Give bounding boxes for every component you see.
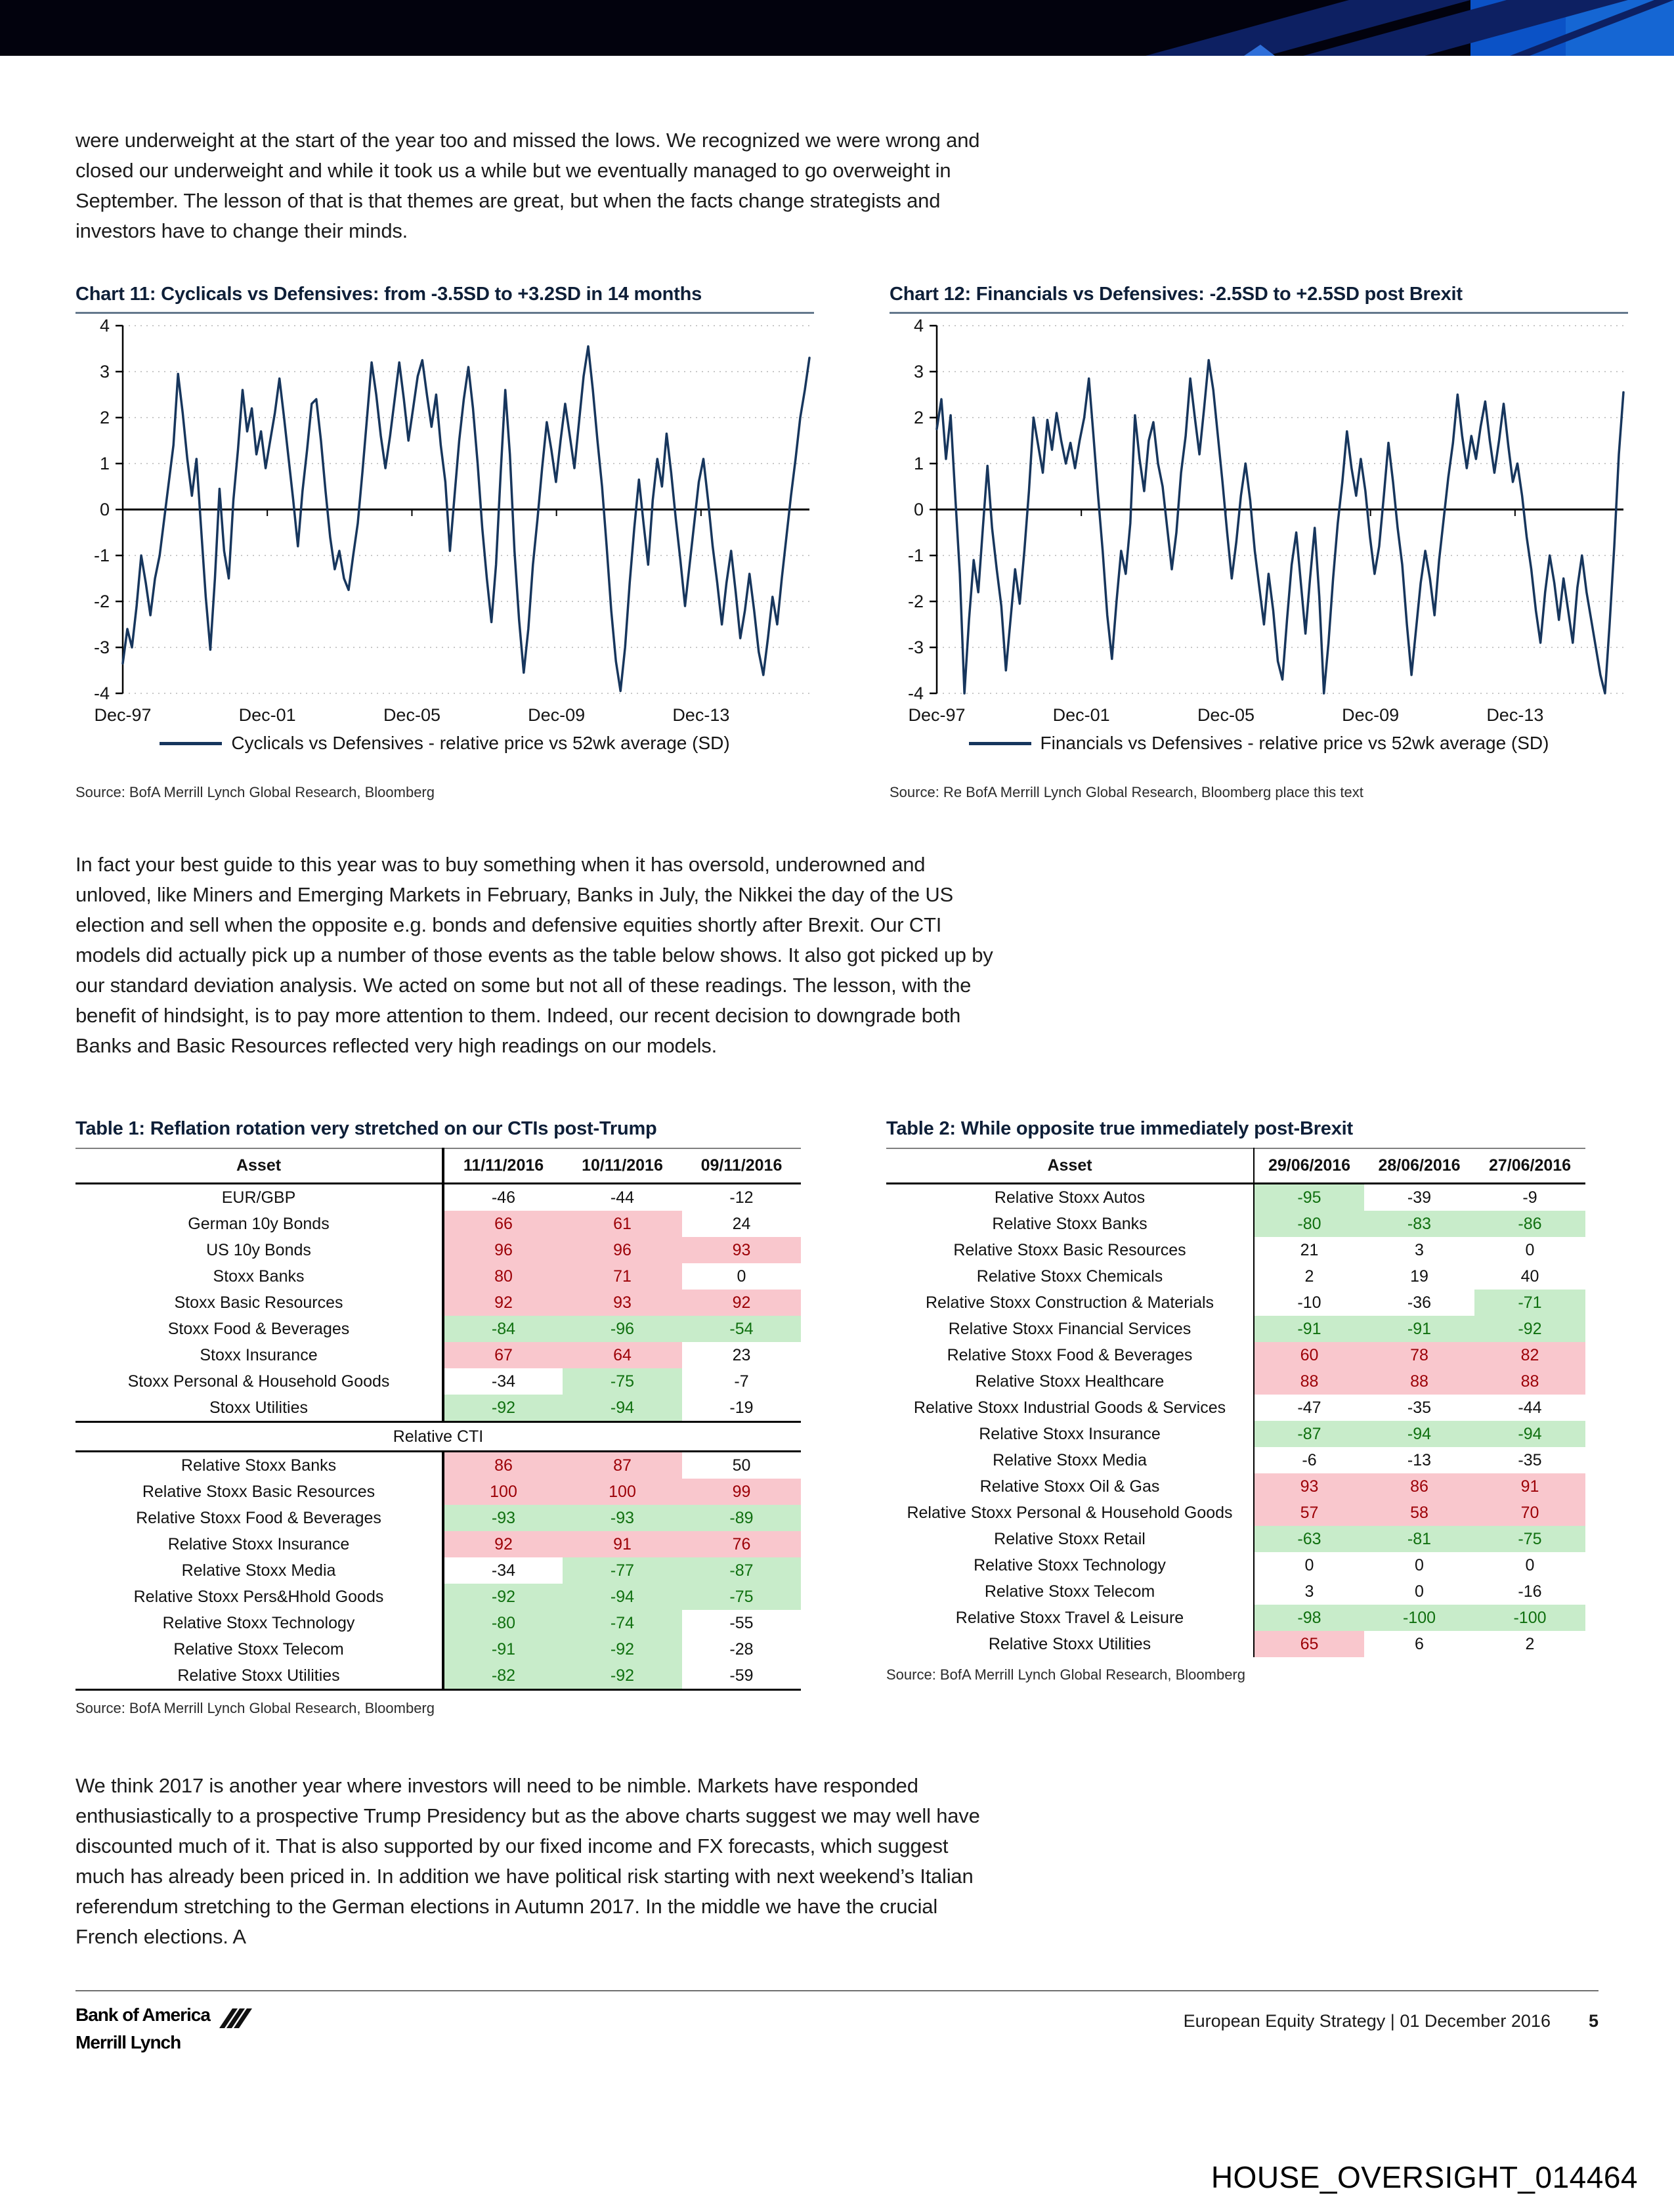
svg-text:-1: -1 (93, 546, 110, 565)
svg-text:4: 4 (99, 316, 110, 336)
value-cell: -82 (443, 1662, 563, 1690)
asset-label: Relative Stoxx Technology (886, 1552, 1254, 1578)
header-row (886, 1148, 1585, 1184)
asset-label: Relative Stoxx Media (886, 1447, 1254, 1473)
value-cell: -19 (729, 1399, 754, 1417)
value-cell: -92 (443, 1395, 563, 1422)
asset-label: Relative Stoxx Media (75, 1557, 443, 1584)
value-cell: -9 (1522, 1188, 1537, 1207)
value-cell: 71 (563, 1263, 682, 1290)
value-cell: -87 (1254, 1421, 1364, 1447)
value-cell: 99 (682, 1479, 801, 1505)
value-cell: -46 (491, 1188, 516, 1207)
top-banner-graphic (0, 0, 1674, 56)
asset-label: EUR/GBP (75, 1184, 443, 1211)
table-row (75, 1662, 801, 1690)
legend-label: Financials vs Defensives - relative price vs 52wk average (SD) (1040, 733, 1549, 753)
paragraph-cti: In fact your best guide to this year was to buy something when it has oversold, underowned and unloved, like Miners and Emerging Markets in February, Banks in July, the Nikkei the day of the US election and sell when the opposite e.g. bonds and defensive equities shortly after Brexit. Our CTI models did actually pick up a number of those events as the table below shows. It also got picked up by our standard deviation analysis. We acted on some but not all of these readings. The lesson, with the benefit of hindsight, is to pay more attention to them. Indeed, our recent decision to downgrade both Banks and Basic Resources reflected very high readings on our models. (75, 853, 993, 1057)
value-cell: -80 (443, 1610, 563, 1636)
value-cell: -55 (729, 1614, 754, 1632)
svg-text:1: 1 (913, 454, 924, 473)
svg-text:Dec-01: Dec-01 (1052, 705, 1110, 725)
section-label: Relative CTI (75, 1422, 801, 1452)
value-cell: -75 (1474, 1526, 1585, 1552)
value-cell: -91 (443, 1636, 563, 1662)
value-cell: -86 (1474, 1211, 1585, 1237)
date-column-header: 11/11/2016 (443, 1148, 563, 1184)
svg-text:4: 4 (913, 316, 924, 336)
svg-text:-4: -4 (907, 683, 924, 703)
value-cell: 93 (682, 1237, 801, 1263)
svg-text:-3: -3 (93, 638, 110, 657)
chart-12-source: Source: Re BofA Merrill Lynch Global Research, Bloomberg place this text (890, 784, 1363, 800)
svg-text:Dec-05: Dec-05 (1197, 705, 1255, 725)
table-row (75, 1395, 801, 1422)
table-row (886, 1290, 1585, 1316)
chart-12-legend (890, 733, 1628, 754)
value-cell: 96 (563, 1237, 682, 1263)
value-cell: 82 (1474, 1342, 1585, 1368)
table-row (75, 1316, 801, 1342)
value-cell: -92 (563, 1636, 682, 1662)
asset-label: Relative Stoxx Technology (75, 1610, 443, 1636)
chart-11-source: Source: BofA Merrill Lynch Global Research, Bloomberg (75, 784, 435, 800)
value-cell: 92 (682, 1290, 801, 1316)
value-cell: 0 (1415, 1582, 1424, 1601)
asset-label: Relative Stoxx Retail (886, 1526, 1254, 1552)
value-cell: -63 (1254, 1526, 1364, 1552)
value-cell: 80 (443, 1263, 563, 1290)
value-cell: -84 (443, 1316, 563, 1342)
table-row (886, 1263, 1585, 1290)
oversight-watermark: HOUSE_OVERSIGHT_014464 (1211, 2160, 1638, 2194)
footer-right (1184, 2011, 1599, 2031)
value-cell: -95 (1254, 1184, 1364, 1211)
value-cell: -94 (563, 1584, 682, 1610)
value-cell: -94 (1474, 1421, 1585, 1447)
asset-label: Relative Stoxx Oil & Gas (886, 1473, 1254, 1500)
value-cell: -12 (729, 1188, 754, 1207)
asset-label: Relative Stoxx Financial Services (886, 1316, 1254, 1342)
value-cell: -93 (443, 1505, 563, 1531)
table-row (886, 1526, 1585, 1552)
svg-text:0: 0 (913, 500, 924, 519)
value-cell: -100 (1474, 1605, 1585, 1631)
svg-text:1: 1 (99, 454, 110, 473)
table-row (886, 1552, 1585, 1578)
paragraph-intro: were underweight at the start of the year too and missed the lows. We recognized we were wrong and closed our underweight and while it took us a while but we eventually managed to go overweight in September. The lesson of that is that themes are great, but when the facts change strategists and investors have to change their minds. (75, 129, 980, 242)
table-row (75, 1342, 801, 1368)
value-cell: 76 (682, 1531, 801, 1557)
asset-label: US 10y Bonds (75, 1237, 443, 1263)
asset-label: Relative Stoxx Food & Beverages (75, 1505, 443, 1531)
value-cell: -75 (682, 1584, 801, 1610)
asset-label: Stoxx Utilities (75, 1395, 443, 1422)
page-number: 5 (1588, 2011, 1599, 2031)
brand-line-1: Bank of America (75, 2005, 210, 2025)
value-cell: 92 (443, 1290, 563, 1316)
svg-text:Dec-97: Dec-97 (908, 705, 966, 725)
svg-text:-4: -4 (93, 683, 110, 703)
svg-text:Dec-01: Dec-01 (238, 705, 296, 725)
asset-label: Relative Stoxx Utilities (886, 1631, 1254, 1657)
svg-text:3: 3 (99, 362, 110, 381)
value-cell: 91 (1474, 1473, 1585, 1500)
value-cell: 3 (1304, 1582, 1314, 1601)
svg-text:Dec-13: Dec-13 (1486, 705, 1544, 725)
value-cell: 78 (1364, 1342, 1474, 1368)
legend-line-swatch (160, 742, 222, 745)
svg-text:2: 2 (913, 408, 924, 427)
value-cell: -34 (491, 1372, 516, 1391)
asset-label: Relative Stoxx Personal & Household Goods (886, 1500, 1254, 1526)
asset-column-header: Asset (75, 1148, 443, 1184)
value-cell: -92 (1474, 1316, 1585, 1342)
svg-text:-3: -3 (907, 638, 924, 657)
table-row (886, 1395, 1585, 1421)
table-row (886, 1631, 1585, 1657)
table-row (886, 1237, 1585, 1263)
value-cell: 0 (1525, 1556, 1535, 1574)
value-cell: 58 (1364, 1500, 1474, 1526)
value-cell: -39 (1407, 1188, 1432, 1207)
date-column-header: 28/06/2016 (1364, 1148, 1474, 1184)
table-row (75, 1584, 801, 1610)
table-2-title: Table 2: While opposite true immediately post-Brexit (886, 1118, 1353, 1139)
value-cell: -75 (563, 1368, 682, 1395)
table-1 (75, 1148, 801, 1691)
value-cell: 88 (1254, 1368, 1364, 1395)
value-cell: 100 (443, 1479, 563, 1505)
asset-label: Relative Stoxx Chemicals (886, 1263, 1254, 1290)
table-row (75, 1557, 801, 1584)
asset-label: Relative Stoxx Telecom (886, 1578, 1254, 1605)
value-cell: 0 (1415, 1556, 1424, 1574)
table-row (886, 1605, 1585, 1631)
value-cell: -100 (1364, 1605, 1474, 1631)
value-cell: -71 (1474, 1290, 1585, 1316)
asset-label: Stoxx Banks (75, 1263, 443, 1290)
value-cell: 2 (1525, 1635, 1535, 1653)
svg-text:Dec-13: Dec-13 (672, 705, 730, 725)
value-cell: -94 (563, 1395, 682, 1422)
table-1-title: Table 1: Reflation rotation very stretched on our CTIs post-Trump (75, 1118, 657, 1139)
value-cell: 86 (1364, 1473, 1474, 1500)
value-cell: -92 (563, 1662, 682, 1690)
value-cell: 0 (1304, 1556, 1314, 1574)
value-cell: -83 (1364, 1211, 1474, 1237)
svg-text:Dec-05: Dec-05 (383, 705, 440, 725)
svg-text:2: 2 (99, 408, 110, 427)
svg-text:-1: -1 (907, 546, 924, 565)
value-cell: -35 (1407, 1399, 1432, 1417)
value-cell: -16 (1518, 1582, 1542, 1601)
asset-label: Relative Stoxx Industrial Goods & Services (886, 1395, 1254, 1421)
table-row (75, 1263, 801, 1290)
asset-label: Relative Stoxx Insurance (886, 1421, 1254, 1447)
table-row (75, 1452, 801, 1479)
value-cell: 50 (732, 1456, 751, 1475)
value-cell: -6 (1302, 1451, 1317, 1469)
paragraph-outlook: We think 2017 is another year where investors will need to be nimble. Markets have responded enthusiastically to a prospective Trump Presidency but as the above charts suggest we may well have discounted much of it. That is also supported by our fixed income and FX forecasts, which suggest much has already been priced in. In addition we have political risk starting with next weekend’s Italian referendum stretching to the German elections in Autumn 2017. In the middle we have the crucial French elections. A (75, 1774, 980, 1948)
asset-label: Relative Stoxx Pers&Hhold Goods (75, 1584, 443, 1610)
table-row (75, 1610, 801, 1636)
asset-label: German 10y Bonds (75, 1211, 443, 1237)
value-cell: 88 (1364, 1368, 1474, 1395)
value-cell: -87 (682, 1557, 801, 1584)
value-cell: -47 (1297, 1399, 1321, 1417)
asset-label: Stoxx Food & Beverages (75, 1316, 443, 1342)
value-cell: 65 (1254, 1631, 1364, 1657)
table-row (886, 1211, 1585, 1237)
chart-11-line-chart (75, 316, 814, 730)
value-cell: -44 (1518, 1399, 1542, 1417)
asset-label: Relative Stoxx Banks (75, 1452, 443, 1479)
value-cell: 57 (1254, 1500, 1364, 1526)
legend-line-swatch (969, 742, 1031, 745)
chart-12-title: Chart 12: Financials vs Defensives: -2.5SD to +2.5SD post Brexit (890, 283, 1628, 314)
table-row (75, 1636, 801, 1662)
table-row (75, 1479, 801, 1505)
value-cell: 64 (563, 1342, 682, 1368)
svg-text:0: 0 (99, 500, 110, 519)
table-row (886, 1447, 1585, 1473)
value-cell: 96 (443, 1237, 563, 1263)
value-cell: 66 (443, 1211, 563, 1237)
value-cell: 23 (732, 1346, 751, 1364)
header-row (75, 1148, 801, 1184)
table-row (886, 1342, 1585, 1368)
asset-label: Stoxx Personal & Household Goods (75, 1368, 443, 1395)
asset-label: Relative Stoxx Food & Beverages (886, 1342, 1254, 1368)
value-cell: 0 (1525, 1241, 1535, 1259)
chart-12-line-chart (890, 316, 1628, 730)
value-cell: 21 (1300, 1241, 1319, 1259)
asset-label: Stoxx Basic Resources (75, 1290, 443, 1316)
chart-12-block (890, 283, 1628, 801)
value-cell: -96 (563, 1316, 682, 1342)
table-2-source: Source: BofA Merrill Lynch Global Research, Bloomberg (886, 1666, 1245, 1683)
chart-11-block (75, 283, 814, 801)
value-cell: -36 (1407, 1293, 1432, 1312)
asset-label: Relative Stoxx Healthcare (886, 1368, 1254, 1395)
table-row (75, 1531, 801, 1557)
table-2-block (886, 1117, 1585, 1683)
table-row (886, 1368, 1585, 1395)
date-column-header: 27/06/2016 (1474, 1148, 1585, 1184)
asset-label: Relative Stoxx Construction & Materials (886, 1290, 1254, 1316)
asset-label: Relative Stoxx Basic Resources (75, 1479, 443, 1505)
value-cell: 92 (443, 1531, 563, 1557)
bofa-merrill-logo (75, 2005, 256, 2052)
date-column-header: 09/11/2016 (682, 1148, 801, 1184)
tables-row (75, 1117, 1599, 1717)
asset-label: Stoxx Insurance (75, 1342, 443, 1368)
svg-text:-2: -2 (907, 592, 924, 611)
value-cell: -98 (1254, 1605, 1364, 1631)
brand-line-2: Merrill Lynch (75, 2032, 181, 2052)
value-cell: -92 (443, 1584, 563, 1610)
value-cell: -10 (1297, 1293, 1321, 1312)
table-row (886, 1421, 1585, 1447)
table-row (886, 1184, 1585, 1211)
svg-text:Dec-97: Dec-97 (94, 705, 152, 725)
table-row (886, 1500, 1585, 1526)
table-row (75, 1505, 801, 1531)
svg-text:Dec-09: Dec-09 (1342, 705, 1400, 725)
value-cell: -91 (1254, 1316, 1364, 1342)
value-cell: -91 (1364, 1316, 1474, 1342)
svg-text:Dec-09: Dec-09 (528, 705, 586, 725)
asset-label: Relative Stoxx Insurance (75, 1531, 443, 1557)
value-cell: 70 (1474, 1500, 1585, 1526)
bofa-flag-icon (215, 2005, 256, 2032)
value-cell: -74 (563, 1610, 682, 1636)
value-cell: -80 (1254, 1211, 1364, 1237)
asset-label: Relative Stoxx Autos (886, 1184, 1254, 1211)
value-cell: -13 (1407, 1451, 1432, 1469)
value-cell: 87 (563, 1452, 682, 1479)
value-cell: -34 (491, 1561, 516, 1580)
value-cell: -59 (729, 1666, 754, 1685)
value-cell: -7 (734, 1372, 749, 1391)
value-cell: -94 (1364, 1421, 1474, 1447)
value-cell: 67 (443, 1342, 563, 1368)
date-column-header: 10/11/2016 (563, 1148, 682, 1184)
value-cell: 24 (732, 1215, 751, 1233)
value-cell: -93 (563, 1505, 682, 1531)
table-row (75, 1368, 801, 1395)
value-cell: 2 (1304, 1267, 1314, 1286)
value-cell: 0 (737, 1267, 746, 1286)
chart-11-legend (75, 733, 814, 754)
value-cell: -89 (682, 1505, 801, 1531)
table-row (886, 1578, 1585, 1605)
report-title-date: European Equity Strategy | 01 December 2016 (1183, 2011, 1551, 2031)
value-cell: -44 (610, 1188, 635, 1207)
value-cell: 61 (563, 1211, 682, 1237)
asset-label: Relative Stoxx Travel & Leisure (886, 1605, 1254, 1631)
value-cell: 100 (563, 1479, 682, 1505)
value-cell: 40 (1520, 1267, 1539, 1286)
value-cell: 93 (1254, 1473, 1364, 1500)
section-row (75, 1422, 801, 1452)
table-row (886, 1473, 1585, 1500)
charts-row (75, 283, 1599, 801)
value-cell: -54 (682, 1316, 801, 1342)
asset-label: Relative Stoxx Utilities (75, 1662, 443, 1690)
table-row (75, 1290, 801, 1316)
value-cell: 3 (1415, 1241, 1424, 1259)
table-1-source: Source: BofA Merrill Lynch Global Research, Bloomberg (75, 1700, 435, 1716)
asset-label: Relative Stoxx Banks (886, 1211, 1254, 1237)
page-footer (75, 1990, 1599, 2052)
date-column-header: 29/06/2016 (1254, 1148, 1364, 1184)
value-cell: -77 (563, 1557, 682, 1584)
value-cell: -35 (1518, 1451, 1542, 1469)
value-cell: -81 (1364, 1526, 1474, 1552)
svg-text:3: 3 (913, 362, 924, 381)
value-cell: 6 (1415, 1635, 1424, 1653)
asset-label: Relative Stoxx Basic Resources (886, 1237, 1254, 1263)
table-2 (886, 1148, 1585, 1657)
asset-label: Relative Stoxx Telecom (75, 1636, 443, 1662)
table-row (75, 1211, 801, 1237)
value-cell: 60 (1254, 1342, 1364, 1368)
value-cell: 88 (1474, 1368, 1585, 1395)
value-cell: 93 (563, 1290, 682, 1316)
value-cell: 86 (443, 1452, 563, 1479)
asset-column-header: Asset (886, 1148, 1254, 1184)
legend-label: Cyclicals vs Defensives - relative price vs 52wk average (SD) (231, 733, 730, 753)
value-cell: 91 (563, 1531, 682, 1557)
table-row (886, 1316, 1585, 1342)
chart-11-title: Chart 11: Cyclicals vs Defensives: from -3.5SD to +3.2SD in 14 months (75, 283, 814, 314)
table-row (75, 1184, 801, 1211)
value-cell: -28 (729, 1640, 754, 1659)
table-row (75, 1237, 801, 1263)
value-cell: 19 (1410, 1267, 1428, 1286)
page-content (0, 125, 1674, 1952)
svg-text:-2: -2 (93, 592, 110, 611)
table-1-block (75, 1117, 801, 1717)
